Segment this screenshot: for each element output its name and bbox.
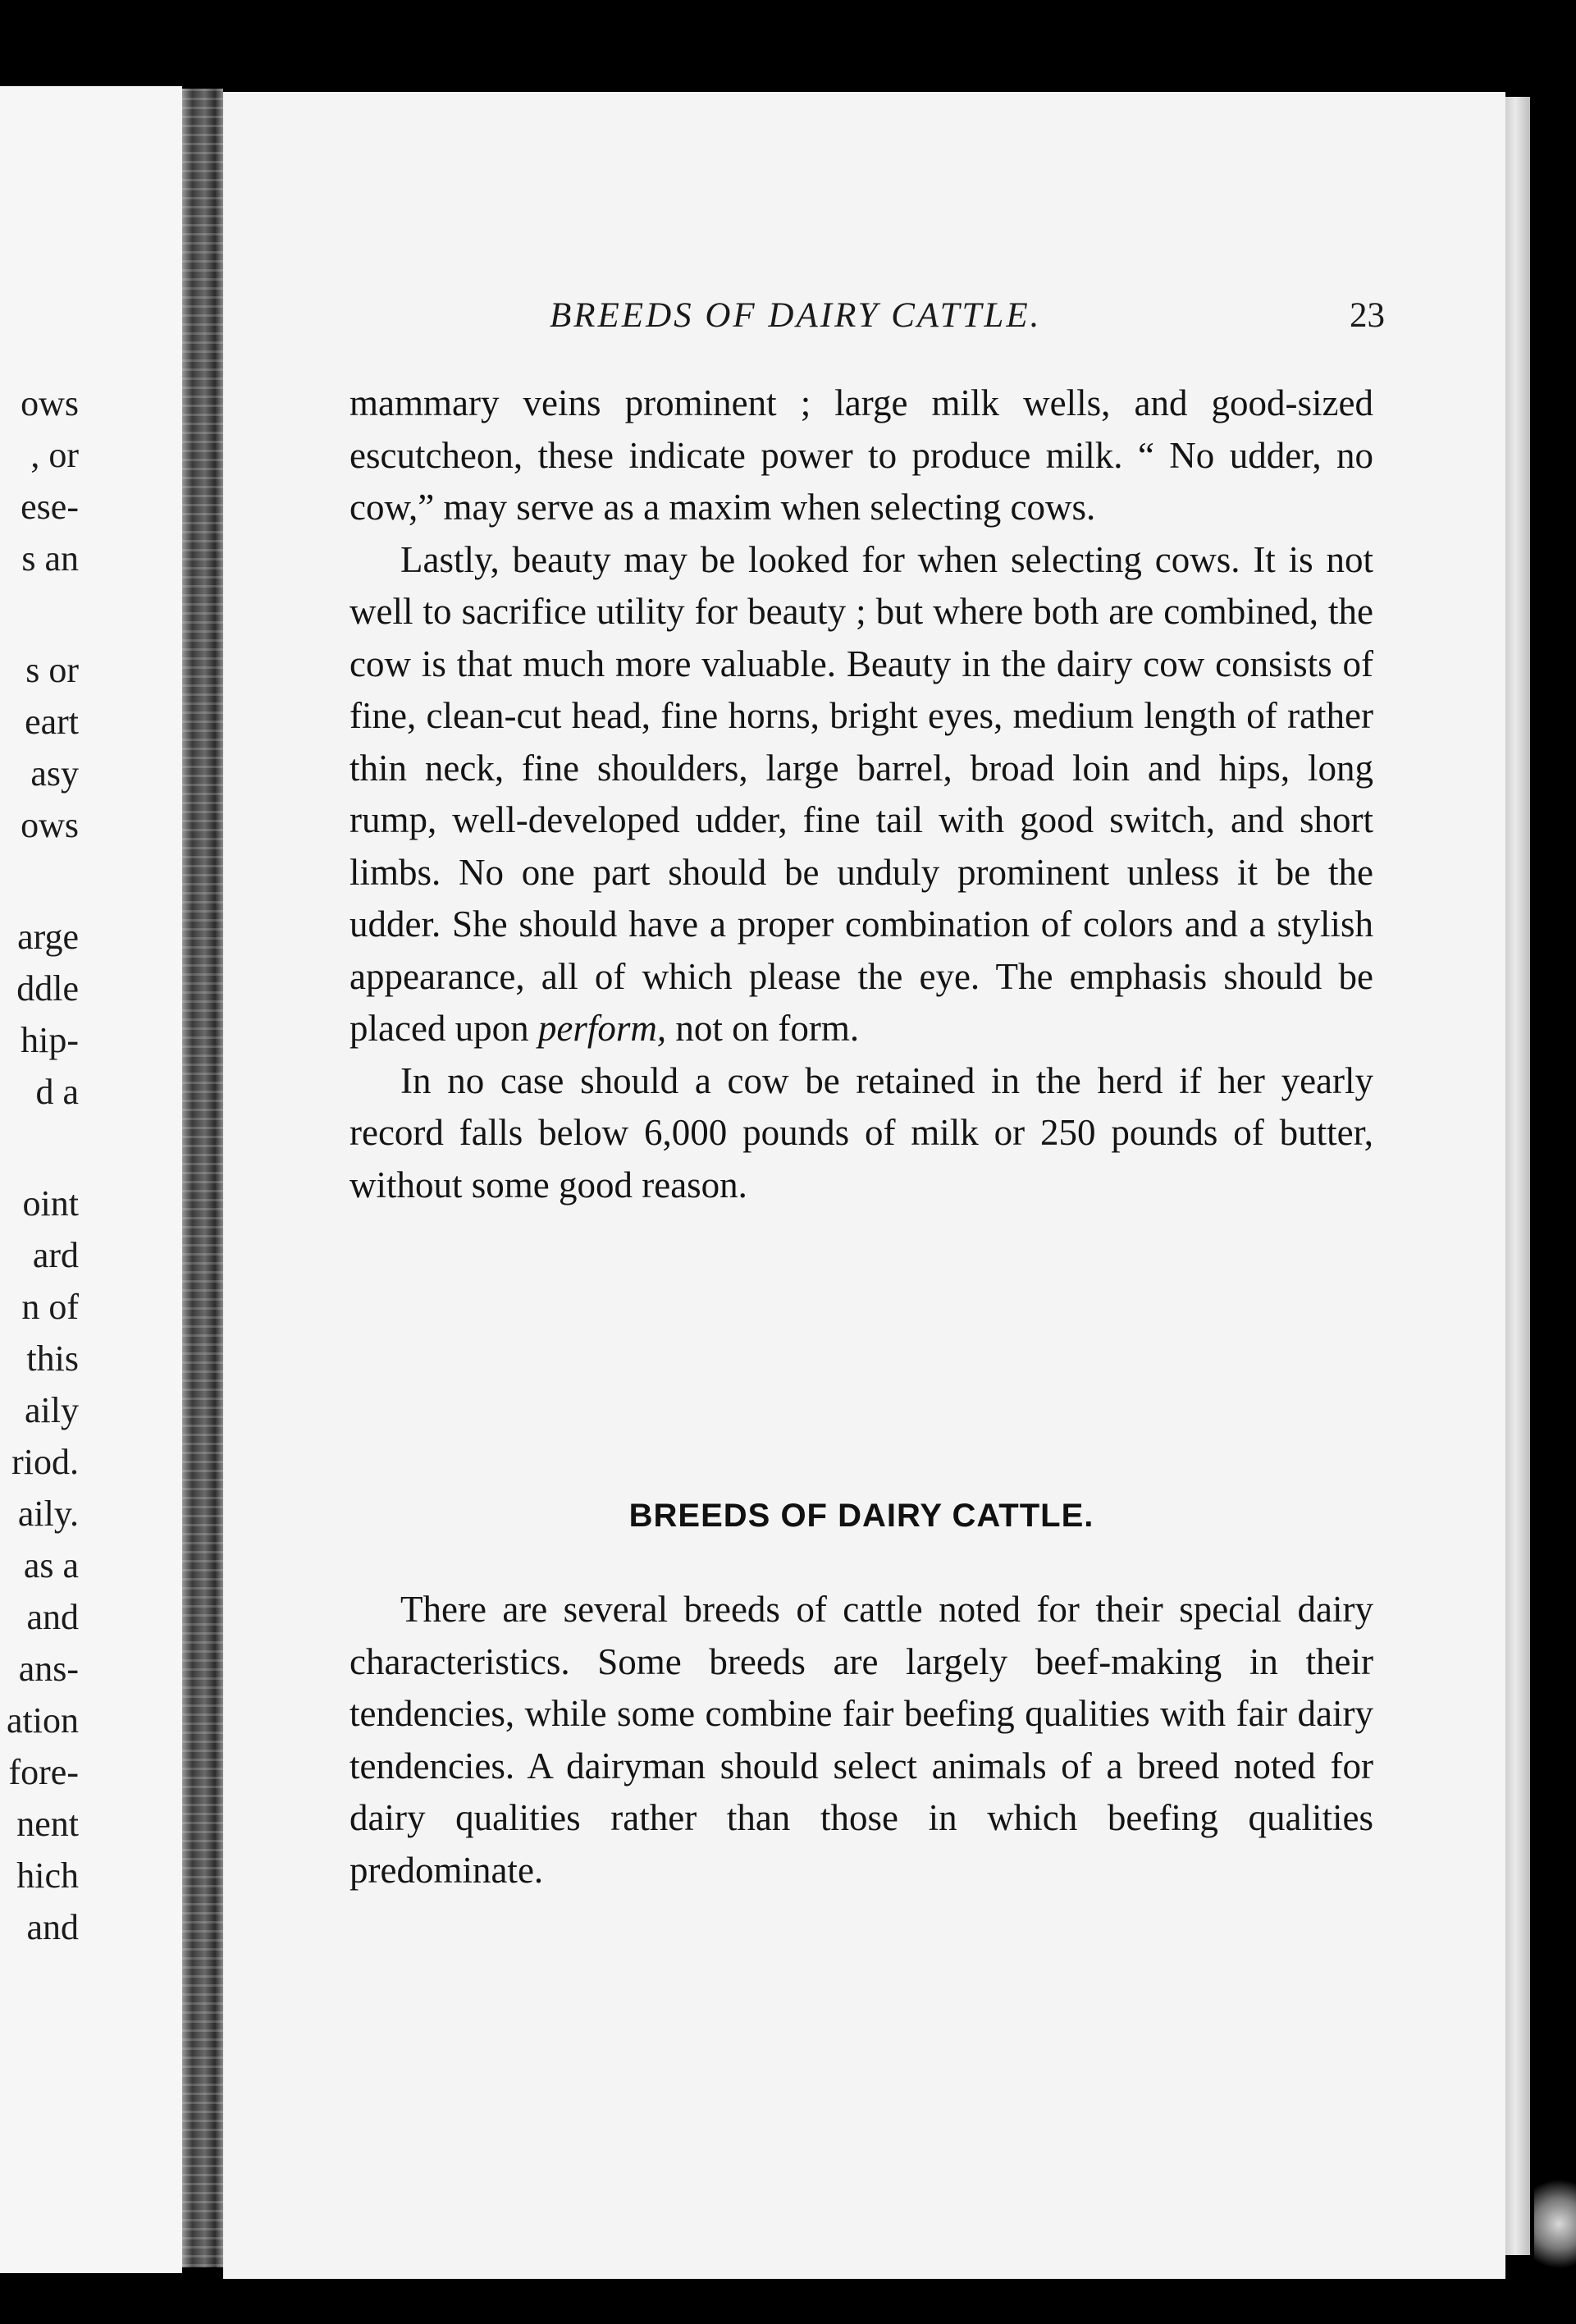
section-body: [349, 1584, 1373, 1896]
left-fragment: ese-: [21, 487, 79, 527]
paragraph-text: Lastly, beauty may be looked for when selecting cows. It is not well to sacrifice utility for beauty ; but where both are combined, the cow is that much more valuable. Beauty in the dairy cow consists of fine, clean-cut head, fine horns, bright eyes, medium length of rather thin neck, fine shoulders, large barrel, broad loin and hips, long rump, well-developed udder, fine tail with good switch, and short limbs. No one part should be unduly prominent unless it be the udder. She should have a proper combination of colors and a stylish appearance, all of which please the eye. The emphasis should be placed upon: [349, 538, 1373, 1049]
left-fragment: fore-: [8, 1752, 79, 1792]
left-fragment: , or: [30, 435, 79, 475]
page-right-edge: [1505, 97, 1530, 2255]
left-fragment: ows: [21, 383, 79, 423]
left-fragment: arge: [17, 917, 79, 957]
left-fragment: asy: [30, 753, 79, 794]
page-number: 23: [1350, 296, 1385, 335]
left-fragment: aily: [25, 1390, 79, 1430]
left-fragment: this: [26, 1338, 79, 1379]
left-fragment: ans-: [18, 1649, 79, 1689]
paragraph-text: not on form.: [666, 1008, 860, 1049]
running-title: BREEDS OF DAIRY CATTLE.: [550, 296, 1042, 335]
section-heading: BREEDS OF DAIRY CATTLE.: [628, 1498, 1094, 1534]
left-fragment: and: [26, 1597, 79, 1637]
left-fragment: s an: [21, 538, 79, 579]
paragraph: mammary veins prominent ; large milk wells, and good-sized escutcheon, these indicate power to produce milk. “ No udder, no cow,” may serve as a maxim when selecting cows.: [349, 382, 1373, 528]
left-fragment: d a: [35, 1072, 79, 1112]
paragraph: In no case should a cow be retained in the herd if her yearly record falls below 6,000 pounds of milk or 250 pounds of butter, without some good reason.: [349, 1059, 1373, 1205]
left-fragment: ard: [32, 1235, 79, 1275]
body-text-block: [349, 377, 1373, 1211]
left-fragment: nent: [16, 1804, 79, 1844]
paragraph: There are several breeds of cattle noted for their special dairy characteristics. Some breeds are largely beef-making in their tendencies, while some combine fair beefing qualities with fair dairy tendencies. A dairyman should select animals of a breed noted for dairy qualities rather than those in which beefing qualities predominate.: [349, 1589, 1373, 1891]
scan-artifact: [1534, 2175, 1576, 2273]
running-header: [327, 295, 1385, 345]
left-fragment: ation: [7, 1700, 79, 1741]
italic-emphasis: perform,: [537, 1008, 667, 1049]
left-fragment: n of: [21, 1287, 79, 1327]
left-fragment: riod.: [11, 1442, 79, 1482]
left-fragment: hich: [16, 1855, 79, 1896]
left-fragment: oint: [22, 1183, 79, 1224]
book-binding-edge: [182, 89, 223, 2267]
left-fragment: ddle: [16, 968, 79, 1009]
left-fragment: and: [26, 1907, 79, 1947]
previous-page-fragment: [0, 86, 182, 2273]
left-fragment: aily.: [17, 1494, 79, 1534]
left-fragment: s or: [25, 650, 79, 690]
left-fragment: eart: [25, 702, 79, 742]
left-fragment: as a: [23, 1545, 79, 1585]
paragraph: [349, 534, 1373, 1055]
left-fragment: hip-: [21, 1020, 79, 1060]
left-fragment: ows: [21, 805, 79, 845]
